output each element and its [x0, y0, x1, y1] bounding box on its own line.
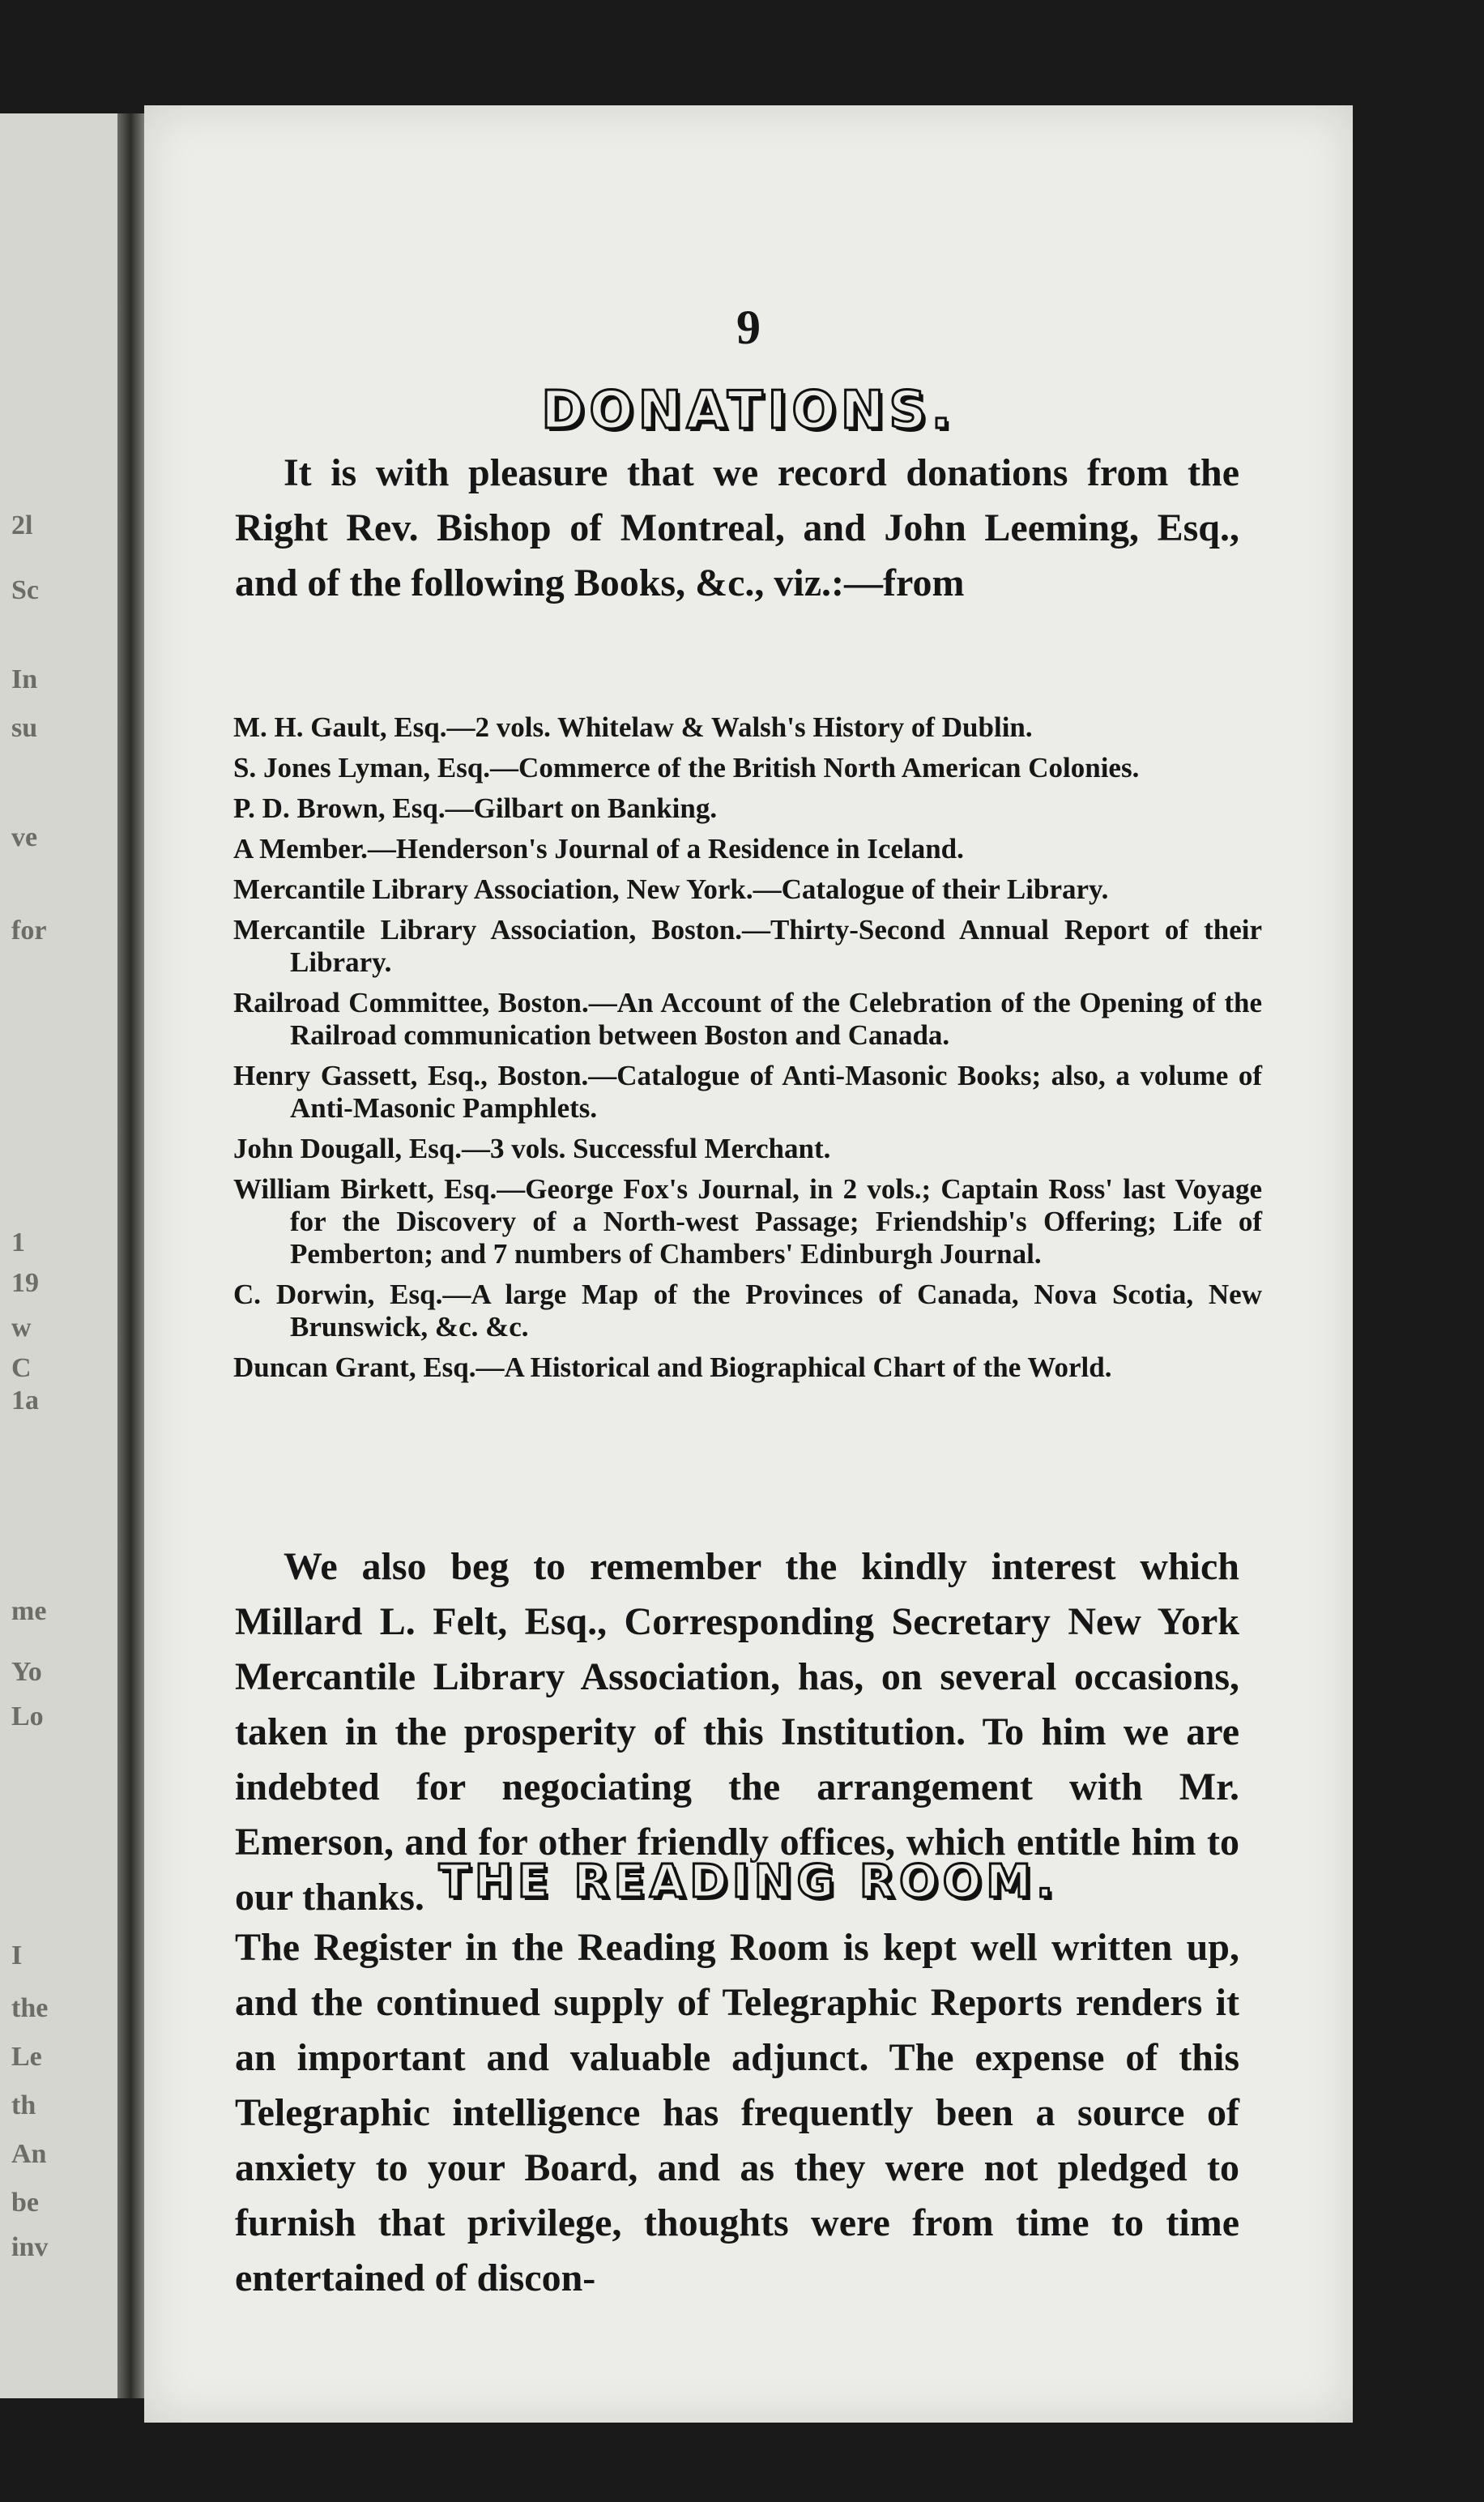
reading-room-heading: THE READING ROOM.	[438, 1855, 1059, 1908]
document-page	[144, 105, 1353, 2423]
left-page-fragment: the	[11, 1993, 49, 2023]
left-page-fragment: In	[11, 664, 38, 694]
left-page-fragment: me	[11, 1596, 47, 1626]
left-page-fragment: 19	[11, 1268, 39, 1298]
left-page-fragment: inv	[11, 2232, 49, 2262]
list-item: Duncan Grant, Esq.—A Historical and Biographical Chart of the World.	[233, 1351, 1112, 1383]
left-page-fragment: Le	[11, 2042, 42, 2072]
left-page-fragment: I	[11, 1941, 23, 1970]
reading-room-paragraph: The Register in the Reading Room is kept well written up, and the continued supply of Telegraphic Reports renders it an important and valuable adjunct. The expense of this Telegraphic intelligence has frequently been a source of anxiety to your Board, and as they were not pledged to furnish that privilege, thoughts were from time to time entertained of discon-	[235, 1926, 1239, 2299]
list-item: Mercantile Library Association, New York.—Catalogue of their Library.	[233, 873, 1109, 905]
book-gutter	[117, 113, 147, 2398]
donations-list	[233, 711, 1262, 1392]
list-item: M. H. Gault, Esq.—2 vols. Whitelaw & Walsh's History of Dublin.	[233, 711, 1033, 743]
left-page-fragment: Sc	[11, 575, 39, 605]
left-page-fragment: th	[11, 2090, 36, 2120]
left-page-fragment: Lo	[11, 1701, 44, 1731]
list-item: Railroad Committee, Boston.—An Account of the Celebration of the Opening of the Railroad communication between Boston and Canada.	[233, 987, 1262, 1051]
list-item: Henry Gassett, Esq., Boston.—Catalogue of Anti-Masonic Books; also, a volume of Anti-Masonic Pamphlets.	[233, 1060, 1262, 1124]
page-number: 9	[736, 301, 761, 354]
left-page-fragment: Yo	[11, 1657, 42, 1687]
list-item: William Birkett, Esq.—George Fox's Journal, in 2 vols.; Captain Ross' last Voyage for the Discovery of a North-west Passage; Friendship's Offering; Life of Pemberton; and 7 numbers of Chambers' Edinburgh Journal.	[233, 1173, 1262, 1270]
left-page-fragment: 1	[11, 1228, 25, 1257]
left-page-fragment: be	[11, 2188, 39, 2218]
left-page-fragment: su	[11, 713, 38, 743]
left-page-fragment: An	[11, 2139, 47, 2169]
left-page-fragment: 1a	[11, 1385, 39, 1415]
left-page-fragment: C	[11, 1353, 32, 1383]
left-page-fragment: w	[11, 1313, 32, 1343]
donations-intro: It is with pleasure that we record donations from the Right Rev. Bishop of Montreal, and John Leeming, Esq., and of the following Books, &c., viz.:—from	[235, 451, 1239, 604]
left-page-fragment: 2l	[11, 510, 33, 540]
donations-heading: DONATIONS.	[541, 381, 956, 441]
list-item: C. Dorwin, Esq.—A large Map of the Provinces of Canada, Nova Scotia, New Brunswick, &c. &c.	[233, 1279, 1262, 1343]
list-item: Mercantile Library Association, Boston.—Thirty-Second Annual Report of their Library.	[233, 914, 1262, 978]
list-item: John Dougall, Esq.—3 vols. Successful Merchant.	[233, 1133, 831, 1164]
left-page-fragment: ve	[11, 822, 38, 852]
left-page-edge	[0, 113, 130, 2398]
left-page-fragment: for	[11, 916, 47, 946]
closing-paragraph: We also beg to remember the kindly interest which Millard L. Felt, Esq., Corresponding Secretary New York Mercantile Library Association, has, on several occasions, taken in the prosperity of this Institution. To him we are indebted for negociating the arrangement with Mr. Emerson, and for other friendly offices, which entitle him to our thanks.	[235, 1545, 1239, 1919]
list-item: P. D. Brown, Esq.—Gilbart on Banking.	[233, 792, 718, 824]
list-item: A Member.—Henderson's Journal of a Residence in Iceland.	[233, 833, 964, 865]
list-item: S. Jones Lyman, Esq.—Commerce of the British North American Colonies.	[233, 752, 1140, 783]
